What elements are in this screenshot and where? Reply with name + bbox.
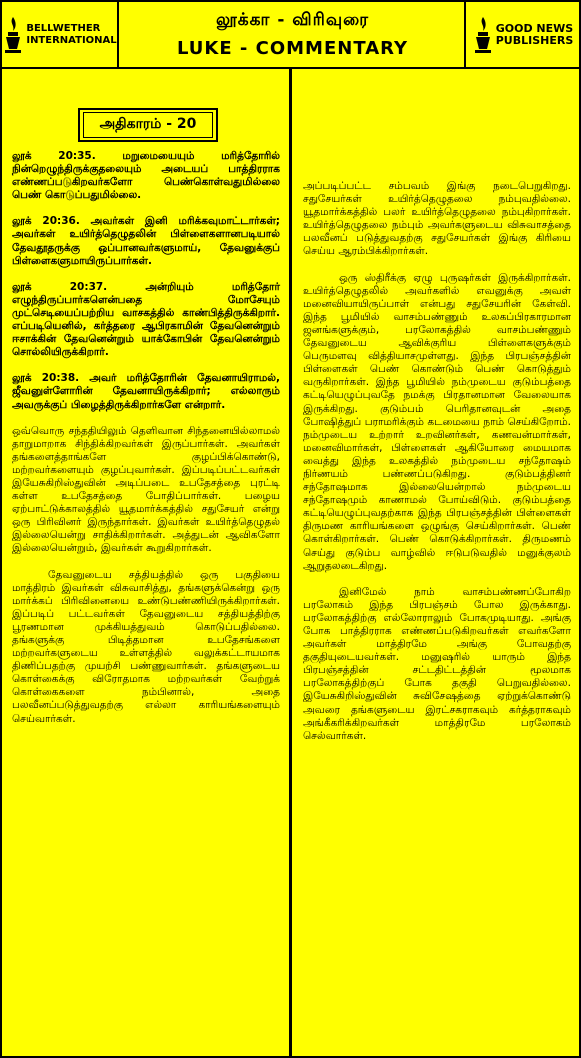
header	[2, 2, 579, 69]
right-column	[303, 180, 571, 756]
lamp-icon	[472, 15, 494, 55]
commentary-paragraph: ஒரு ஸ்திரீக்கு ஏழு புருஷர்கள் இருக்கிறார்கள். உயிர்த்தெழுதலில் அவர்களில் எவனுக்கு அவள் மனைவியாயிருப்பாள் என்பது சதுசேயரின் கேள்வி. இந்த பூமியில் வாசம்பண்ணும் உலகப்பிரகாரமான ஜனங்களுக்கும், பரலோகத்தில் வாசம்பண்ணும் தேவனுடைய ஆவிக்குரிய பிள்ளைகளுக்கும் பெருமளவு வித்தியாசமுள்ளது. இந்த பிரபஞ்சத்தின் பிள்ளைகள் பெண் கொண்டும் பெண் கொடுத்தும் வருகிறார்கள். இந்த பூமியில் நம்முடைய குடும்பத்தை கட்டியெழுப்புவதே நமக்கு பிரதானமான வேலையாக இருக்கிறது. குடும்பம் பெரிதானவுடன் அதை போஷித்துப் பராமரிக்கும் கடமையை நாம் செய்கிறோம். நம்முடைய உற்றார் உறவினர்கள், கணவன்மார்கள், மனைவிமார்கள், பிள்ளைகள் ஆகியோரை மையமாக வைத்து இந்த உலகத்தில் நம்முடைய சந்தோஷம் நிர்ணயம் பண்ணப்படுகிறது. குடும்பத்தினர் சந்தோஷமாக இல்லையென்றால் நம்முடைய சந்தோஷமும் காணாமல் போய்விடும். குடும்பத்தை கட்டியெழுப்புவதற்காக இந்த பிரபஞ்சத்தின் பிள்ளைகள் திருமண காரியங்களை ஒழுங்கு செய்கிறார்கள். பெண் கொள்கிறார்கள். பெண் கொடுக்கிறார்கள். திருமணம் செய்து குடும்ப வாழ்வில் ஈடுபடுவதில் மனுக்குலம் ஆறுதலடைகிறது.	[303, 271, 571, 572]
commentary-paragraph: அப்படிப்பட்ட சம்பவம் இங்கு நடைபெறுகிறது. சதுசேயர்கள் உயிர்த்தெழுதலை நம்புவதில்லை. யூதமார்க்கத்தில் பலர் உயிர்த்தெழுதலை நம்புகிறார்கள். உயிர்த்தெழுதலை நம்பும் அவர்களுடைய விசுவாசத்தை பலவீனப் படுத்துவதற்கு சதுசேயர்கள் இங்கு கிரியை செய்ய ஆரம்பிக்கிறார்கள்.	[303, 180, 571, 258]
commentary-paragraph: தேவனுடைய சத்தியத்தில் ஒரு பகுதியை மாத்திரம் இவர்கள் விசுவாசித்து, தங்களுக்கென்று ஒரு மார்க்கப் பிரிவினையை உண்டுபண்ணியிருக்கிறார்கள். இப்படிப் பட்டவர்கள் தேவனுடைய சத்தியத்திற்கு பூரணமான முக்கியத்துவம் கொடுப்பதில்லை. தங்களுக்கு பிடித்தமான உபதேசங்களை மற்றவர்களுடைய உள்ளத்தில் வலுக்கட்டாயமாக திணிப்பதற்கு முயற்சி பண்ணுவார்கள். தங்களுடைய கொள்கைக்கு விரோதமாக மற்றவர்கள் வேற்றுக் கொள்கைகளை நம்பினால், அதை பலவீனப்படுத்துவதற்கு எல்லா காரியங்களையும் செய்வார்கள்.	[12, 568, 280, 725]
right-logo-line2: PUBLISHERS	[495, 33, 574, 47]
chapter-heading-box	[78, 108, 218, 142]
commentary-paragraph: ஒவ்வொரு சந்ததியிலும் தெளிவான சிந்தனையில்லாமல் தாறுமாறாக சிந்திக்கிறவர்கள் இருப்பார்கள். அவர்கள் தங்களைத்தாங்களே குழப்பிக்கொண்டு, மற்றவர்களையும் குழப்புவார்கள். இப்படிப்பட்டவர்கள் இயேசுகிறிஸ்துவின் அடிப்படை உபதேசத்தை புரட்டி கள்ள உபதேசத்தை போதிப்பார்கள். பழைய ஏற்பாட்டுக்காலத்தில் யூதமார்க்கத்தில் சதுசேயர் என்று ஒரு பிரிவினர் இருந்தார்கள். இவர்கள் உயிர்த்தெழுதல் இல்லையென்று சாதிக்கிறார்கள். அத்துடன் ஆவிகளோ இல்லையென்றும், இவர்கள் கூறுகிறார்கள்.	[12, 424, 280, 555]
title-area	[119, 2, 466, 67]
lamp-icon	[2, 15, 24, 55]
commentary-paragraph: இனிமேல் நாம் வாசம்பண்ணப்போகிற பரலோகம் இந்த பிரபஞ்சம் போல இருக்காது. பரலோகத்திற்கு எல்லோராலும் போகமுடியாது. அங்கு போக பாத்திரராக எண்ணப்படுகிறவர்கள் எவர்களோ அவர்கள் மாத்திரமே அங்கு போவதற்கு தகுதியுடையவர்கள். மனுஷரில் யாரும் இந்த பிரபஞ்சத்தின் சட்டதிட்டத்தின் மூலமாக பரலோகத்திற்குப் போக தகுதி பெறுவதில்லை. இயேசுகிறிஸ்துவின் சுவிசேஷத்தை ஏற்றுக்கொண்டு அவரை தங்களுடைய இரட்சகராகவும் கர்த்தராகவும் அங்கீகரிக்கிறவர்கள் மாத்திரமே பரலோகம் செல்வார்கள்.	[303, 585, 571, 742]
title-tamil: லூக்கா - விரிவுரை	[215, 10, 370, 30]
bellwether-logo	[2, 2, 119, 67]
verse-20-35: லூக் 20:35. மறுமையையும் மரித்தோரில் நின்றெழுந்திருக்குதலையும் அடையப் பாத்திரராக எண்ணப்படுகிறவர்களோ பெண்கொள்வதுமில்லை பெண் கொடுப்பதுமில்லை.	[12, 150, 280, 202]
left-logo-line1: BELLWETHER	[26, 22, 101, 34]
verse-20-38: லூக் 20:38. அவர் மரித்தோரின் தேவனாயிராமல், ஜீவனுள்ளோரின் தேவனாயிருக்கிறார்; எல்லாரும் அவருக்குப் பிழைத்திருக்கிறார்களே என்றார்.	[12, 372, 280, 411]
column-divider	[289, 67, 292, 1056]
good-news-logo	[464, 2, 579, 67]
verse-20-36: லூக் 20:36. அவர்கள் இனி மரிக்கவுமாட்டார்கள்; அவர்கள் உயிர்த்தெழுதலின் பிள்ளைகளானபடியால் தேவதூதருக்கு ஒப்பானவர்களுமாய், தேவனுக்குப் பிள்ளைகளுமாயிருப்பார்கள்.	[12, 215, 280, 267]
title-english: LUKE - COMMENTARY	[176, 38, 409, 59]
left-column	[12, 150, 280, 739]
left-logo-line2: INTERNATIONAL	[26, 34, 117, 46]
chapter-heading: அதிகாரம் - 20	[83, 112, 213, 138]
verse-20-37: லூக் 20:37. அன்றியும் மரித்தோர் எழுந்திருப்பார்களென்பதை மோசேயும் முட்செடியைப்பற்றிய வாசகத்தில் காண்பித்திருக்கிறார். எப்படியெனில், கர்த்தரை ஆபிரகாமின் தேவனென்றும் ஈசாக்கின் தேவனென்றும் யாக்கோபின் தேவனென்றும் சொல்லியிருக்கிறார்.	[12, 280, 280, 359]
right-logo-line1: GOOD NEWS	[495, 21, 574, 35]
